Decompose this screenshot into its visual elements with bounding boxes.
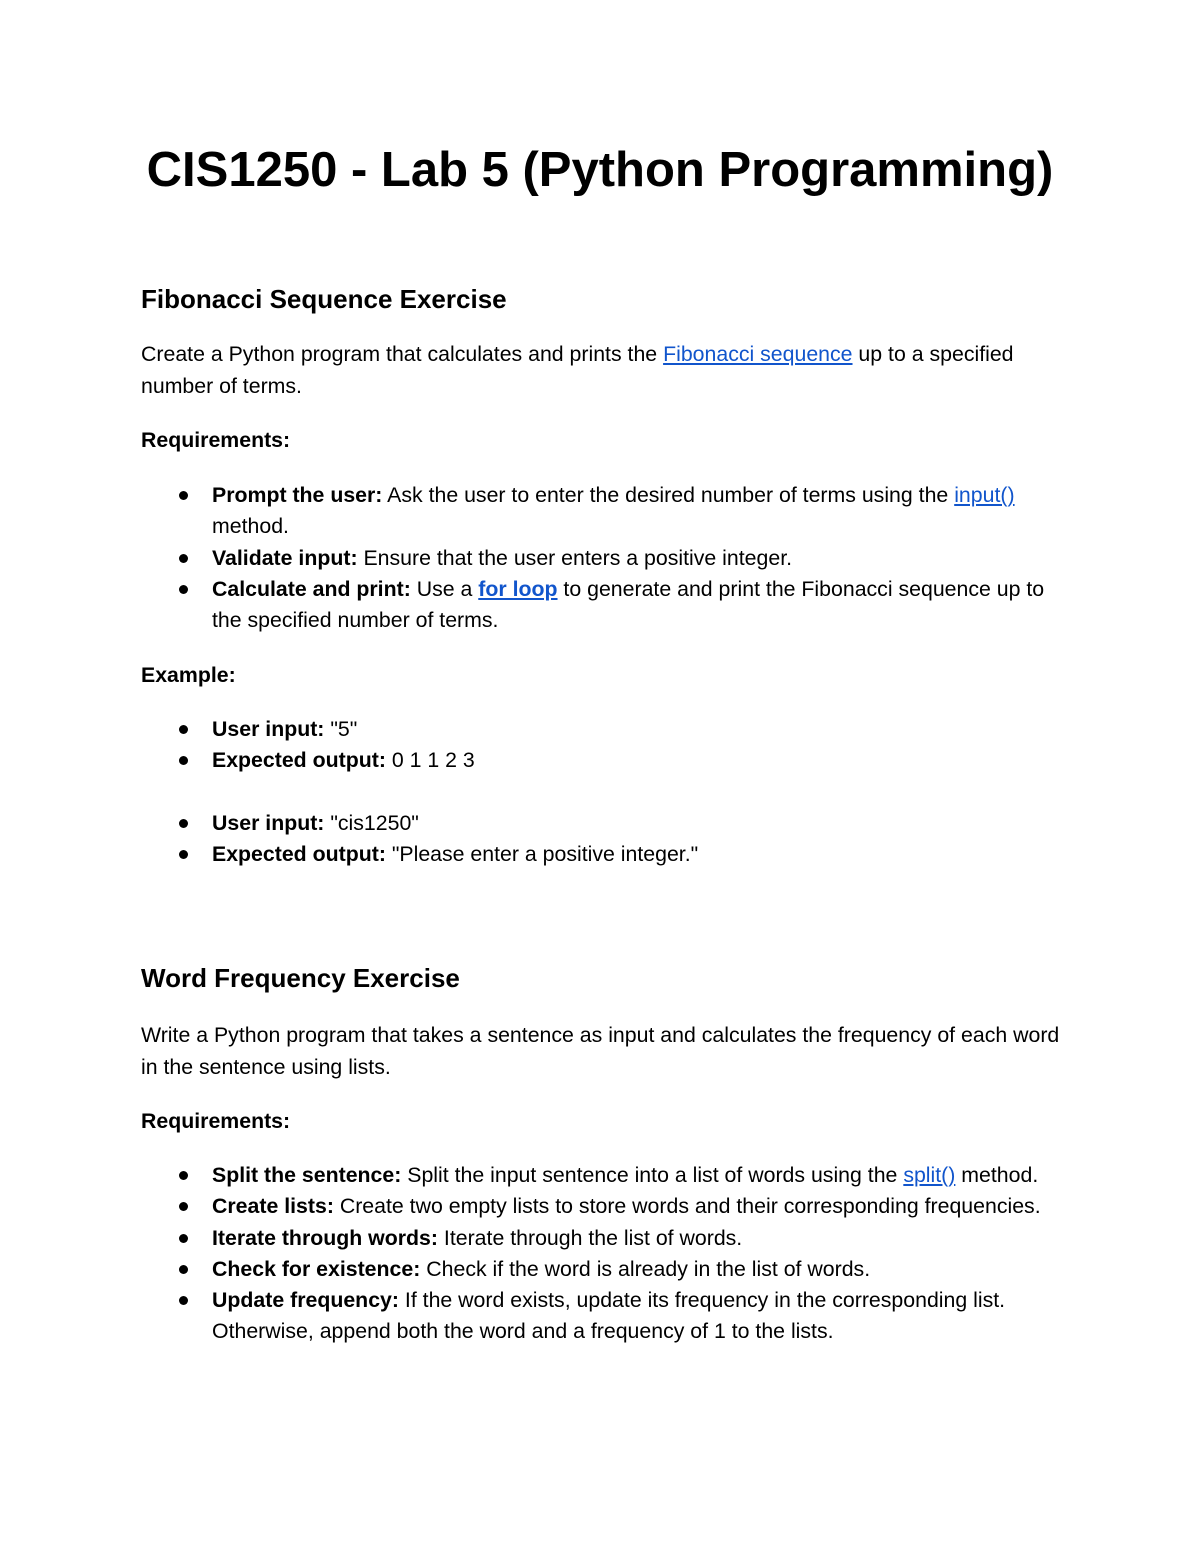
list-item bbox=[141, 1223, 1061, 1254]
list-item bbox=[141, 1191, 1061, 1222]
for-loop-link[interactable]: for loop bbox=[478, 576, 558, 601]
example-label: User input: bbox=[212, 717, 325, 741]
list-item bbox=[141, 808, 1061, 839]
requirement-label: Prompt the user: bbox=[212, 483, 383, 507]
bullet-icon bbox=[179, 1296, 188, 1305]
requirement-text: Ensure that the user enters a positive integer. bbox=[357, 545, 793, 570]
requirement-text: Split the input sentence into a list of words using the bbox=[401, 1163, 904, 1187]
requirement-label: Create lists: bbox=[212, 1194, 334, 1219]
word-frequency-heading: Word Frequency Exercise bbox=[141, 963, 460, 993]
list-item bbox=[141, 714, 1061, 745]
list-item bbox=[141, 480, 1061, 543]
requirement-text: Check if the word is already in the list of words. bbox=[420, 1256, 871, 1281]
fibonacci-example-list-2 bbox=[141, 808, 1061, 871]
requirement-text-end: to generate and print the Fibonacci sequence up to the specified number of terms. bbox=[212, 576, 1045, 633]
example-value: "cis1250" bbox=[324, 811, 419, 835]
fibonacci-requirements-list bbox=[141, 480, 1061, 636]
list-item bbox=[141, 1254, 1061, 1285]
requirement-label: Update frequency: bbox=[212, 1288, 399, 1313]
example-label: Expected output: bbox=[212, 842, 386, 867]
input-function-link[interactable]: input() bbox=[954, 483, 1015, 507]
bullet-icon bbox=[179, 585, 188, 594]
bullet-icon bbox=[179, 1265, 188, 1274]
fibonacci-intro-text-end: up to a specified number of terms. bbox=[141, 342, 1014, 398]
fibonacci-sequence-link[interactable]: Fibonacci sequence bbox=[663, 342, 853, 366]
bullet-icon bbox=[179, 819, 188, 828]
bullet-icon bbox=[179, 1171, 188, 1180]
example-label: Expected output: bbox=[212, 748, 386, 773]
fibonacci-example-list-1 bbox=[141, 714, 1061, 777]
requirement-text: Ask the user to enter the desired number of terms using the bbox=[382, 483, 955, 507]
split-function-link[interactable]: split() bbox=[903, 1163, 956, 1187]
example-value: "5" bbox=[324, 717, 358, 741]
bullet-icon bbox=[179, 725, 188, 734]
requirement-text: Create two empty lists to store words and their corresponding frequencies. bbox=[333, 1194, 1041, 1219]
example-value: "Please enter a positive integer." bbox=[385, 842, 699, 867]
requirement-text: If the word exists, update its frequency in the corresponding list. Otherwise, append both the word and a frequency of 1 to the lists. bbox=[212, 1288, 1006, 1344]
requirement-text: Use a bbox=[410, 576, 479, 601]
list-item bbox=[141, 1285, 1061, 1348]
word-frequency-intro: Write a Python program that takes a sentence as input and calculates the frequency of each word in the sentence using lists. bbox=[141, 1023, 1060, 1079]
bullet-icon bbox=[179, 491, 188, 500]
list-item bbox=[141, 1160, 1061, 1191]
fibonacci-example-label: Example: bbox=[141, 663, 236, 687]
requirement-label: Check for existence: bbox=[212, 1256, 421, 1281]
word-frequency-requirements-label: Requirements: bbox=[141, 1109, 291, 1133]
bullet-icon bbox=[179, 554, 188, 563]
example-label: User input: bbox=[212, 811, 325, 835]
bullet-icon bbox=[179, 756, 188, 765]
list-item bbox=[141, 745, 1061, 776]
list-item bbox=[141, 839, 1061, 870]
fibonacci-intro bbox=[141, 339, 1061, 402]
requirement-label: Calculate and print: bbox=[212, 576, 411, 601]
list-item bbox=[141, 574, 1061, 637]
fibonacci-requirements-label: Requirements: bbox=[141, 428, 291, 452]
fibonacci-intro-text-start: Create a Python program that calculates and prints the bbox=[141, 342, 664, 366]
example-value: 0 1 1 2 3 bbox=[385, 748, 475, 773]
requirement-label: Validate input: bbox=[212, 545, 358, 570]
word-frequency-requirements-list bbox=[141, 1160, 1061, 1348]
requirement-label: Iterate through words: bbox=[212, 1225, 438, 1250]
fibonacci-heading: Fibonacci Sequence Exercise bbox=[141, 284, 507, 314]
requirement-text: Iterate through the list of words. bbox=[438, 1225, 743, 1250]
bullet-icon bbox=[179, 1202, 188, 1211]
requirement-text-end: method. bbox=[955, 1163, 1039, 1187]
bullet-icon bbox=[179, 850, 188, 859]
list-item bbox=[141, 543, 1061, 574]
requirement-label: Split the sentence: bbox=[212, 1163, 402, 1187]
requirement-text-end: method. bbox=[212, 514, 289, 539]
bullet-icon bbox=[179, 1234, 188, 1243]
page-title: CIS1250 - Lab 5 (Python Programming) bbox=[146, 143, 1054, 197]
